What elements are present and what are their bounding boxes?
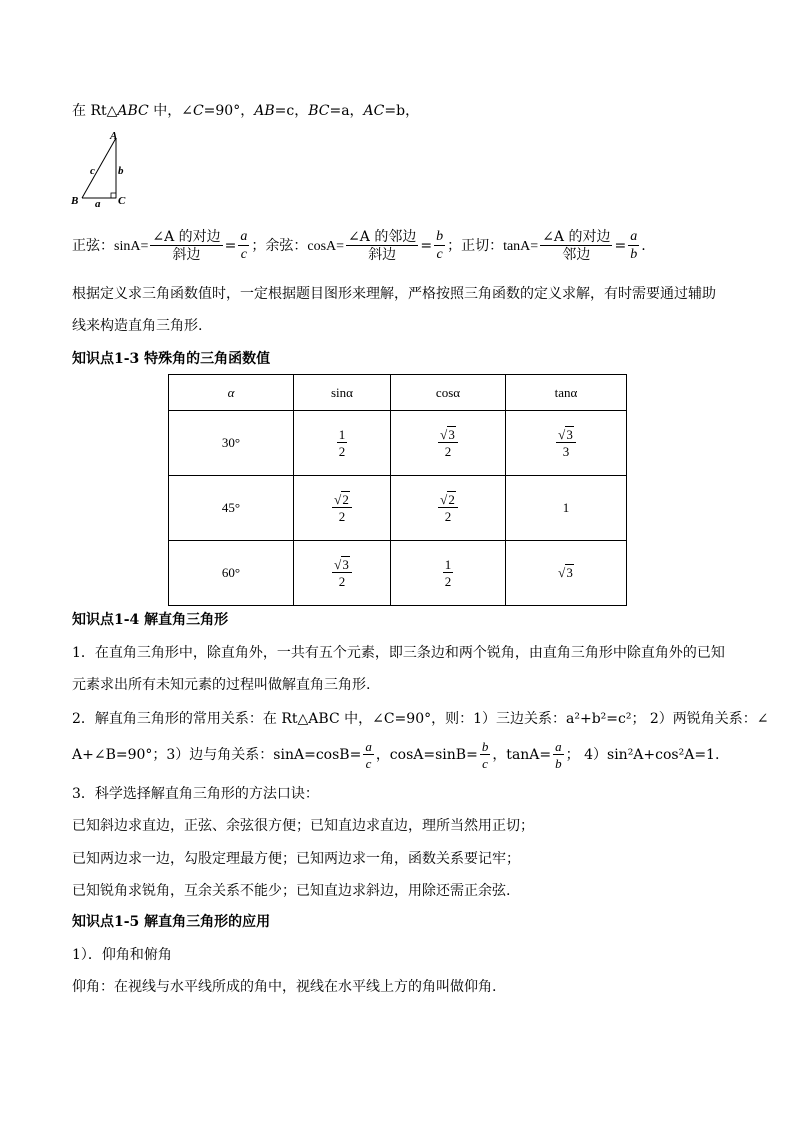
header-cos: cosα bbox=[391, 375, 506, 411]
sin-cell: $\frac{√2}{2}$ bbox=[294, 476, 391, 541]
tan-cell: √3 bbox=[506, 541, 627, 606]
sin-ratio: $\frac{a}{c}$ bbox=[240, 229, 248, 262]
label-c: c bbox=[90, 165, 95, 177]
vertex-C: C bbox=[118, 195, 126, 207]
item3-verse1: 已知斜边求直边，正弦、余弦很方便；已知直边求直边，理所当然用正切； bbox=[72, 818, 534, 834]
table-row bbox=[169, 411, 627, 476]
cos-cell: $\frac{1}{2}$ bbox=[391, 541, 506, 606]
fraction-a-over-b: $\frac{a}{b}$ bbox=[555, 739, 562, 771]
header-tan: tanα bbox=[506, 375, 627, 411]
sin-cell: $\frac{1}{2}$ bbox=[294, 411, 391, 476]
item1-line2: 元素求出所有未知元素的过程叫做解直角三角形. bbox=[72, 677, 371, 693]
hypotenuse-c bbox=[82, 138, 116, 198]
label-a: a bbox=[95, 198, 101, 210]
fraction-a-over-c: $\frac{a}{c}$ bbox=[365, 739, 372, 771]
tan-cell: $\frac{√3}{3}$ bbox=[506, 411, 627, 476]
label-b: b bbox=[118, 165, 124, 177]
para1-line2: 线来构造直角三角形. bbox=[72, 318, 203, 334]
angle-cell: 30° bbox=[169, 411, 294, 476]
sin-def-fraction: $\frac{\text{∠A 的对边}}{\text{斜边}}$ bbox=[152, 229, 221, 263]
tan-cell: 1 bbox=[506, 476, 627, 541]
table-header-row bbox=[169, 375, 627, 411]
item2-line1: 2．解直角三角形的常用关系：在 Rt△ABC 中，∠C=90°，则：1）三边关系：a²+b²=c²； 2）两锐角关系：∠ bbox=[72, 711, 769, 727]
cos-ratio: $\frac{b}{c}$ bbox=[436, 229, 444, 262]
intro-line: 在 Rt△ABC 中，∠C=90°，AB=c，BC=a，AC=b， bbox=[72, 103, 420, 119]
para1-line1: 根据定义求三角函数值时，一定根据题目图形来理解，严格按照三角函数的定义求解，有时需要通过辅助 bbox=[72, 286, 716, 302]
header-sin: sinα bbox=[294, 375, 391, 411]
fraction-b-over-c: $\frac{b}{c}$ bbox=[481, 739, 489, 771]
right-triangle-figure bbox=[70, 128, 140, 210]
trig-definitions: 正弦：sinA= $\frac{\text{∠A 的对边}}{\text{斜边}}$ = $\frac{a}{c}$ ；余弦：cosA= $\frac{\text{∠A 的邻边}}{\text{斜边}}$ = $\frac{b}{c}$ ；正切：tanA= $\frac{\text{∠A 的对边}}{\text{邻边}}$ = $\frac{a}{b}$ . bbox=[72, 229, 646, 263]
heading-1-4: 知识点1-4 解直角三角形 bbox=[72, 612, 229, 628]
sin-cell: $\frac{√3}{2}$ bbox=[294, 541, 391, 606]
tan-ratio: $\frac{a}{b}$ bbox=[630, 229, 638, 262]
item2-line2: A+∠B=90°；3）边与角关系：sinA=cosB= $\frac{a}{c}$ ，cosA=sinB= $\frac{b}{c}$ ，tanA= $\frac{a}{b}$ ； 4）sin²A+cos²A=1. bbox=[72, 739, 720, 771]
app-definition: 仰角：在视线与水平线所成的角中，视线在水平线上方的角叫做仰角. bbox=[72, 979, 497, 995]
item3-title: 3．科学选择解直角三角形的方法口诀： bbox=[72, 786, 319, 802]
cos-cell: $\frac{√2}{2}$ bbox=[391, 476, 506, 541]
right-angle-mark bbox=[111, 193, 116, 198]
cos-cell: $\frac{√3}{2}$ bbox=[391, 411, 506, 476]
special-angles-table bbox=[168, 374, 627, 606]
item3-verse3: 已知锐角求锐角，互余关系不能少；已知直边求斜边，用除还需正余弦. bbox=[72, 883, 511, 899]
table-row bbox=[169, 476, 627, 541]
angle-cell: 60° bbox=[169, 541, 294, 606]
vertex-B: B bbox=[71, 195, 79, 207]
item1-line1: 1．在直角三角形中，除直角外，一共有五个元素，即三条边和两个锐角，由直角三角形中除直角外的已知 bbox=[72, 645, 725, 661]
heading-1-5: 知识点1-5 解直角三角形的应用 bbox=[72, 914, 271, 930]
cos-def-fraction: $\frac{\text{∠A 的邻边}}{\text{斜边}}$ bbox=[348, 229, 417, 263]
heading-1-3: 知识点1-3 特殊角的三角函数值 bbox=[72, 351, 271, 367]
vertex-A: A bbox=[110, 130, 118, 142]
app-subtitle: 1）．仰角和俯角 bbox=[72, 947, 172, 963]
table-row bbox=[169, 541, 627, 606]
angle-cell: 45° bbox=[169, 476, 294, 541]
item3-verse2: 已知两边求一边，勾股定理最方便；已知两边求一角，函数关系要记牢； bbox=[72, 851, 520, 867]
tan-def-fraction: $\frac{\text{∠A 的对边}}{\text{邻边}}$ bbox=[542, 229, 611, 263]
header-alpha: α bbox=[169, 375, 294, 411]
